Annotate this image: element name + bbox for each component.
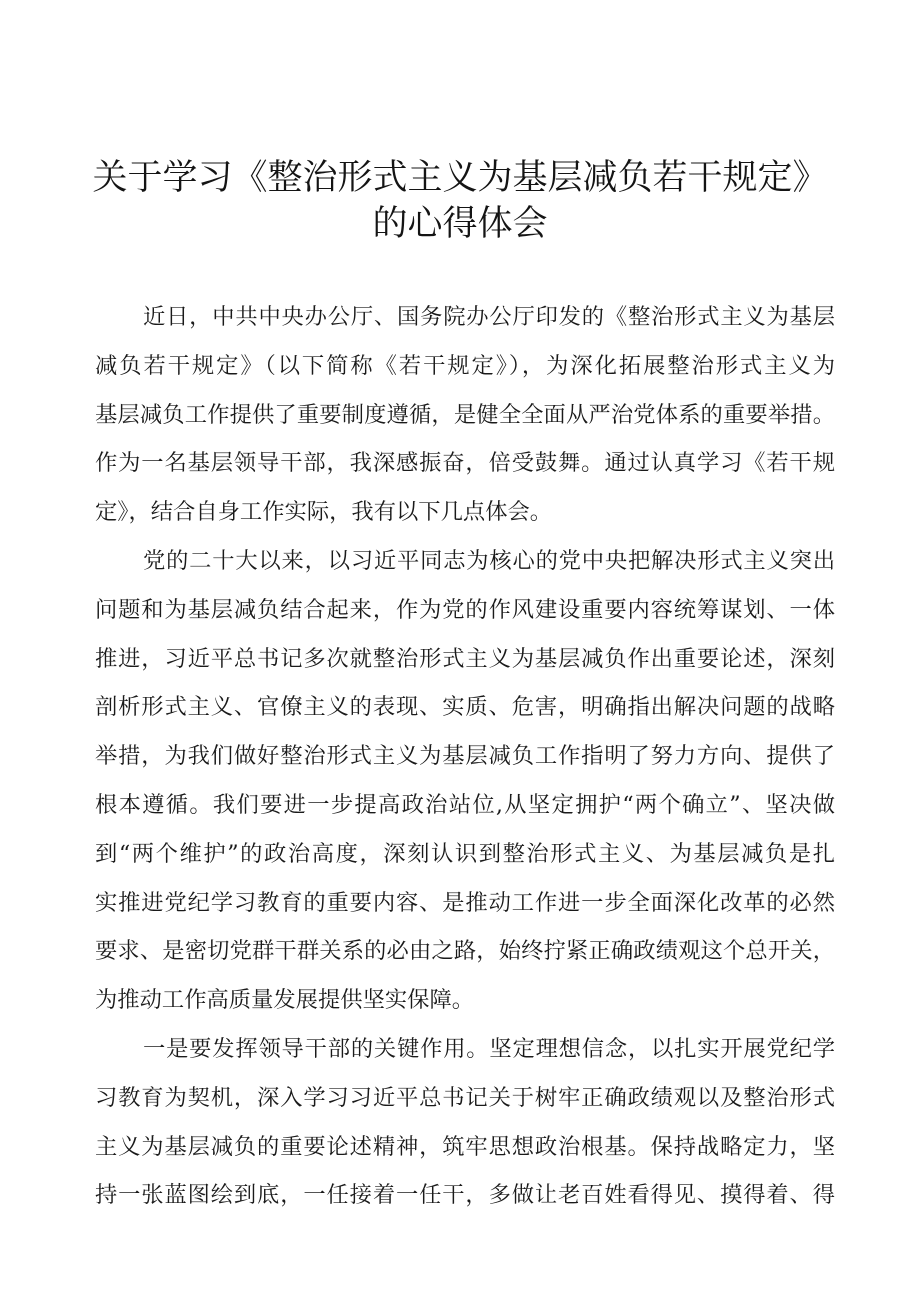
paragraph-line: 党的二十大以来，以习近平同志为核心的党中央把解决形式主义突出 <box>143 547 835 574</box>
paragraph-line: 习教育为契机，深入学习习近平总书记关于树牢正确政绩观以及整治形式 <box>95 1084 835 1111</box>
paragraph-line: 问题和为基层减负结合起来，作为党的作风建设重要内容统筹谋划、一体 <box>95 596 835 623</box>
paragraph-line: 近日，中共中央办公厅、国务院办公厅印发的《整治形式主义为基层 <box>143 304 835 330</box>
paragraph-line: 要求、是密切党群干群关系的必由之路，始终拧紧正确政绩观这个总开关， <box>95 938 835 965</box>
paragraph-line: 到“两个维护”的政治高度，深刻认识到整治形式主义、为基层减负是扎 <box>95 840 835 867</box>
paragraph-line: 实推进党纪学习教育的重要内容、是推动工作进一步全面深化改革的必然 <box>95 889 835 916</box>
document-title-line-1: 关于学习《整治形式主义为基层减负若干规定》 <box>92 158 828 198</box>
paragraph-line: 举措，为我们做好整治形式主义为基层减负工作指明了努力方向、提供了 <box>95 743 835 770</box>
paragraph-line: 主义为基层减负的重要论述精神，筑牢思想政治根基。保持战略定力，坚 <box>95 1133 835 1160</box>
paragraph-line: 剖析形式主义、官僚主义的表现、实质、危害，明确指出解决问题的战略 <box>95 694 835 721</box>
paragraph-line: 持一张蓝图绘到底，一任接着一任干，多做让老百姓看得见、摸得着、得 <box>95 1182 835 1209</box>
paragraph <box>95 537 835 1025</box>
document-title-line-2: 的心得体会 <box>372 204 548 244</box>
document-body <box>95 293 835 1220</box>
paragraph <box>95 293 835 537</box>
paragraph-line: 减负若干规定》（以下简称《若干规定》），为深化拓展整治形式主义为 <box>95 352 835 379</box>
paragraph-line: 定》，结合自身工作实际，我有以下几点体会。 <box>95 499 553 526</box>
paragraph-line: 为推动工作高质量发展提供坚实保障。 <box>95 987 475 1014</box>
paragraph-line: 根本遵循。我们要进一步提高政治站位,从坚定拥护“两个确立”、坚决做 <box>95 791 835 818</box>
paragraph-line: 一是要发挥领导干部的关键作用。坚定理想信念，以扎实开展党纪学 <box>143 1035 835 1062</box>
paragraph-line: 推进，习近平总书记多次就整治形式主义为基层减负作出重要论述，深刻 <box>95 645 835 672</box>
paragraph-line: 作为一名基层领导干部，我深感振奋，倍受鼓舞。通过认真学习《若干规 <box>95 450 835 477</box>
paragraph <box>95 1025 835 1220</box>
paragraph-line: 基层减负工作提供了重要制度遵循，是健全全面从严治党体系的重要举措。 <box>95 401 835 428</box>
